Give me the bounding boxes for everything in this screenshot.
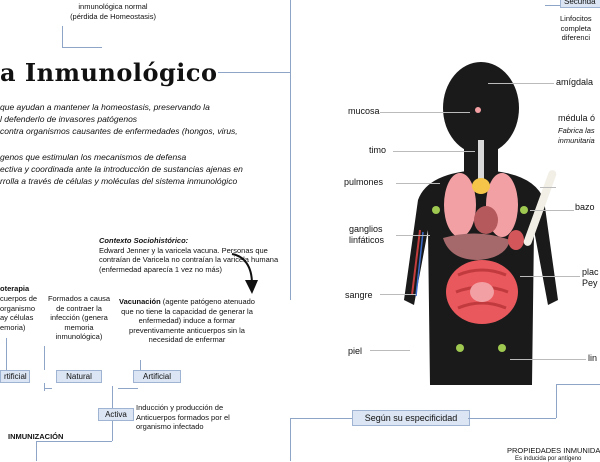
active-description [136, 403, 230, 432]
right-top-line: completa [560, 23, 592, 33]
connector [218, 72, 290, 73]
natural-line: de contraer la [56, 303, 102, 313]
connector [556, 384, 557, 418]
intro-line: que ayudan a mantener la homeostasis, preservando la [0, 102, 210, 112]
intro-line: contra organismos causantes de enfermedades (hongos, virus, [0, 126, 238, 136]
page-title: a Inmunológico [0, 58, 218, 87]
vaccine-line: (agente patógeno atenuado [162, 297, 255, 306]
connector [290, 418, 352, 419]
connector [396, 183, 440, 184]
label-lin: lin [588, 353, 598, 363]
vaccine-description [116, 297, 258, 345]
natural-line: infección (genera [50, 313, 108, 322]
right-top-text [560, 14, 592, 43]
curved-arrow-icon [228, 248, 260, 298]
left-column [0, 294, 37, 332]
left-column-line: ay células [0, 313, 34, 322]
label-pulmones: pulmones [344, 177, 384, 187]
intro-line: rrolla a través de células y moléculas del sistema inmunológico [0, 176, 238, 186]
label-timo: timo [369, 145, 387, 155]
natural-line: memoria [64, 322, 94, 332]
intro-line: genos que estimulan los mecanismos de defensa [0, 152, 187, 162]
specificity-box[interactable]: Según su especificidad [352, 410, 470, 426]
properties-heading: PROPIEDADES INMUNIDA [507, 446, 600, 455]
label-mucosa: mucosa [348, 106, 380, 116]
natural-line: Formados a causa [47, 294, 111, 303]
label-placas [582, 267, 599, 289]
connector [393, 151, 475, 152]
label-amigdala: amígdala [556, 77, 594, 87]
intro-paragraph [0, 101, 238, 137]
label-medula: médula ó [558, 113, 596, 123]
label-bazo: bazo [575, 202, 595, 212]
context-line: contraían de Varicela no contraían la varicela humana [99, 255, 279, 264]
connector [520, 276, 580, 277]
left-column-line: cuerpos de [0, 294, 38, 303]
connector [36, 441, 37, 461]
label-placas-line: plac [582, 267, 599, 277]
connector [510, 359, 586, 360]
context-line: Edward Jenner y la varicela vacuna. Personas que [99, 245, 268, 255]
connector [6, 338, 7, 370]
active-line: Inducción y producción de [136, 403, 224, 412]
connector [62, 47, 102, 48]
connector [44, 346, 45, 370]
vaccine-line: que no tiene la capacidad de generar la [121, 306, 253, 316]
left-column-line: organismo [0, 303, 36, 313]
connector [290, 418, 291, 461]
intro-line: ectiva y coordinada ante la introducción de sustancias ajenas en [0, 164, 243, 174]
context-heading: Contexto Sociohistórico: [99, 236, 189, 245]
right-top-line: Linfocitos [560, 14, 592, 23]
vaccine-label: Vacunación [119, 297, 161, 306]
label-medula-sub-line: Fabrica las [558, 126, 595, 135]
context-line: (enfermedad aparecía 1 vez no más) [99, 264, 222, 274]
connector [44, 388, 52, 389]
left-column-line: emoria) [0, 322, 26, 332]
intro-line: l defenderlo de invasores patógenos [0, 114, 138, 124]
connector [530, 210, 574, 211]
connector [468, 418, 556, 419]
active-line: Anticuerpos formados por el [136, 412, 230, 422]
connector [488, 83, 554, 84]
label-placas-line: Pey [582, 278, 598, 288]
artificial-box[interactable]: Artificial [133, 370, 181, 383]
label-ganglios-line: linfáticos [349, 235, 385, 245]
connector [540, 187, 556, 188]
secondary-box[interactable]: Secunda [560, 0, 600, 8]
artificial-left-box[interactable]: rtificial [0, 370, 30, 383]
vaccine-line: preventivamente anticuerpos sin la [129, 325, 245, 335]
connector [290, 0, 291, 300]
connector [118, 388, 138, 389]
label-piel: piel [348, 346, 363, 356]
intro-paragraph [0, 151, 243, 187]
connector [545, 5, 560, 6]
connector [380, 112, 470, 113]
label-medula-sub-line: inmunitaria [558, 135, 595, 145]
connector [36, 441, 112, 442]
top-note-line: (pérdida de Homeostasis) [70, 11, 156, 21]
active-line: organismo infectado [136, 422, 204, 431]
connector [44, 383, 45, 391]
properties-sub: Es inducida por antígeno [515, 456, 582, 462]
connector [62, 26, 63, 48]
natural-line: inmunológica) [55, 332, 103, 341]
natural-box[interactable]: Natural [56, 370, 102, 383]
top-note-line: inmunológica normal [78, 2, 148, 11]
right-top-line: diferenci [561, 33, 591, 42]
immunization-label: INMUNIZACIÓN [8, 432, 64, 441]
connector [380, 294, 416, 295]
label-ganglios [349, 224, 384, 246]
vaccine-line: necesidad de enfermar [148, 335, 226, 344]
connector [140, 360, 141, 370]
label-medula-sub [558, 126, 595, 145]
top-note [58, 2, 168, 21]
natural-description [40, 294, 118, 342]
connector [556, 384, 600, 385]
connector [370, 350, 410, 351]
connector [112, 386, 113, 408]
connector [112, 421, 113, 441]
vaccine-line: enfermedad) induce a formar [138, 316, 236, 325]
connector [396, 235, 430, 236]
human-body-diagram [398, 60, 588, 385]
active-box[interactable]: Activa [98, 408, 134, 421]
left-column-title: oterapia [0, 284, 30, 293]
label-ganglios-line: ganglios [349, 224, 383, 234]
label-sangre: sangre [345, 290, 373, 300]
